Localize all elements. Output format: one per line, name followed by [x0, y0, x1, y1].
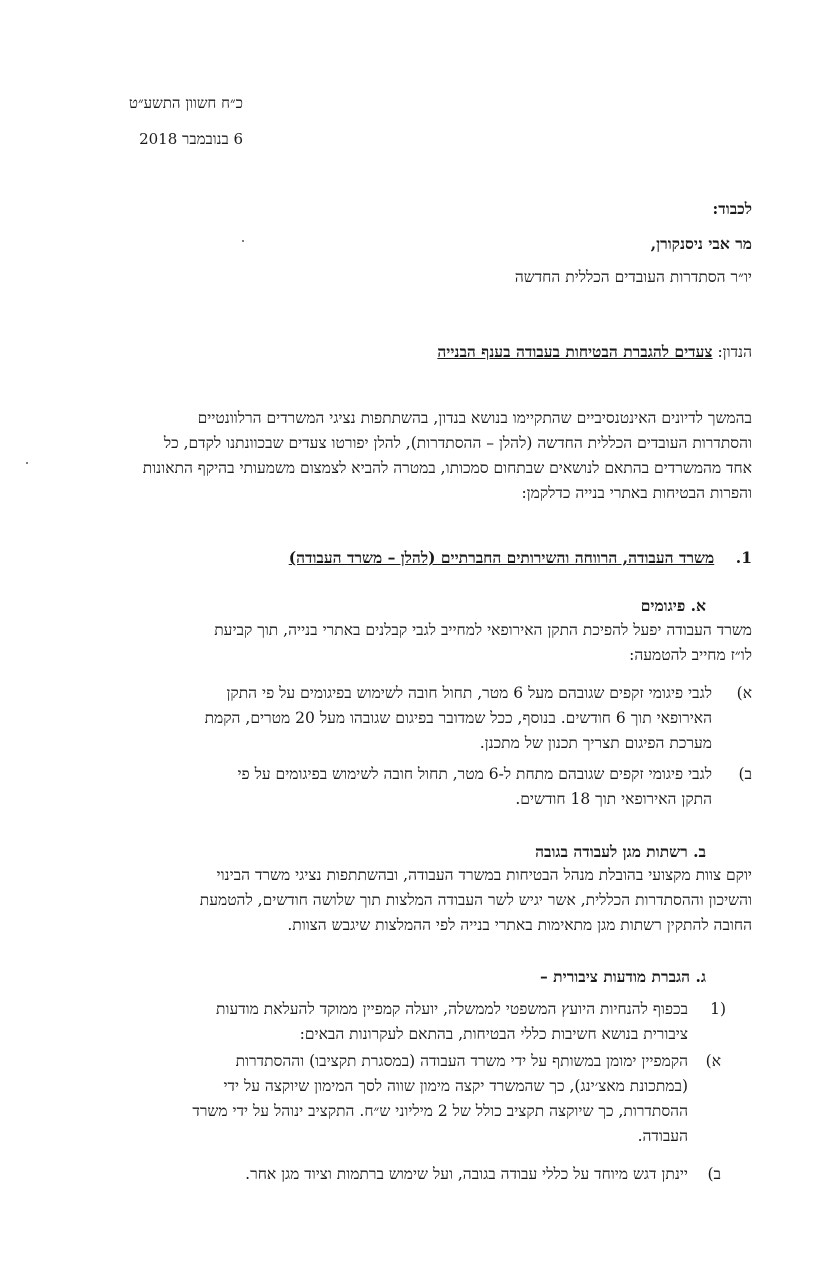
- subject-prefix: הנדון:: [717, 343, 752, 361]
- section-1-number: 1.: [735, 548, 752, 567]
- section-b-line: החובה להתקין רשתות מגן מתאימות באתרי בנייה לפי ההמלצות שיגבש הצוות.: [287, 916, 752, 934]
- recipient-title: יו״ר הסתדרות העובדים הכללית החדשה: [514, 268, 752, 286]
- item-line: ההסתדרות, כך שיוקצה תקציב כולל של 2 מיליוני ש״ח. התקציב ינוהל על ידי משרד: [192, 1102, 688, 1120]
- section-b-paragraph: [200, 863, 752, 938]
- item-line: מערכת הפיגום תצריך תכנון של מתכנן.: [479, 734, 712, 752]
- subject-line: [437, 342, 752, 362]
- section-c-subitem-b: [71, 1162, 721, 1187]
- item-line: התקן האירופאי תוך 18 חודשים.: [515, 790, 712, 808]
- intro-paragraph: [143, 406, 752, 506]
- section-a-item-2: [72, 762, 752, 812]
- item-line: לגבי פיגומי זקפים שגובהם מעל 6 מטר, תחול חובה לשימוש בפיגומים על פי התקן: [226, 684, 712, 702]
- item-marker: ב): [707, 1165, 721, 1183]
- item-marker: ב): [738, 765, 752, 783]
- section-b-title: ב. רשתות מגן לעבודה בגובה: [535, 842, 706, 861]
- item-line: לגבי פיגומי זקפים שגובהם מתחת ל-6 מטר, תחול חובה לשימוש בפיגומים על פי: [237, 765, 712, 783]
- subject-text: צעדים להגברת הבטיחות בעבודה בענף הבנייה: [437, 342, 713, 361]
- item-line: העבודה.: [637, 1127, 688, 1145]
- section-1-title: משרד העבודה, הרווחה והשירותים החברתיים (להלן – משרד העבודה): [288, 548, 715, 567]
- item-line: ציבורית בנושא חשיבות כללי הבטיחות, בהתאם לעקרונות הבאים:: [299, 1025, 688, 1043]
- item-line: (במתכונת מאצ׳ינג), כך שהמשרד יקצה מימון שווה לסך המימון שיוקצה על ידי: [223, 1077, 688, 1095]
- section-1-heading: [289, 548, 752, 568]
- section-c-title: ג. הגברת מודעות ציבורית –: [540, 967, 706, 986]
- hebrew-date: כ״ח חשוון התשע״ט: [128, 94, 243, 112]
- intro-line: והסתדרות העובדים הכללית החדשה (להלן – ההסתדרות), להלן יפורטו צעדים שבכוונתנו לקדם, כל: [163, 434, 752, 452]
- section-a-title: א. פיגומים: [640, 596, 706, 615]
- item-line: האירופאי תוך 6 חודשים. בנוסף, ככל שמדובר בפיגום שגובהו מעל 20 מטרים, הקמת: [204, 709, 712, 727]
- section-c-item-1: [71, 997, 726, 1047]
- intro-line: בהמשך לדיונים האינטנסיביים שהתקיימו בנושא בנדון, בהשתתפות נציגי המשרדים הרלוונטיים: [197, 409, 752, 427]
- item-marker: א): [736, 684, 752, 702]
- item-marker: (1: [710, 1000, 726, 1018]
- section-a-intro-line: לו״ז מחייב להטמעה:: [629, 646, 752, 664]
- intro-line: והפרות הבטיחות באתרי בנייה כדלקמן:: [521, 484, 752, 502]
- item-line: בכפוף להנחיות היועץ המשפטי לממשלה, יועלה קמפיין ממוקד להעלאת מודעות: [216, 1000, 688, 1018]
- section-a-intro: [214, 618, 752, 668]
- section-c-subitem-a: [71, 1049, 721, 1149]
- gregorian-date: 6 בנובמבר 2018: [139, 130, 243, 148]
- recipient-name: מר אבי ניסנקורן,: [650, 234, 752, 253]
- section-b-line: יוקם צוות מקצועי בהובלת מנהל הבטיחות במשרד העבודה, ובהשתתפות נציגי משרד הבינוי: [216, 866, 752, 884]
- scan-speck: [242, 240, 244, 242]
- section-b-line: והשיכון וההסתדרות הכללית, אשר יגיש לשר העבודה המלצות תוך שלושה חודשים, להטמעת: [199, 891, 752, 909]
- item-line: הקמפיין ימומן במשותף על ידי משרד העבודה (במסגרת תקציבו) וההסתדרות: [235, 1052, 688, 1070]
- item-marker: א): [705, 1052, 721, 1070]
- section-a-intro-line: משרד העבודה יפעל להפיכת התקן האירופאי למחייב לגבי קבלנים באתרי בנייה, תוך קביעת: [214, 621, 752, 639]
- item-line: יינתן דגש מיוחד על כללי עבודה בגובה, ועל שימוש ברתמות וציוד מגן אחר.: [245, 1165, 688, 1183]
- scan-speck: [26, 462, 28, 464]
- section-a-item-1: [72, 681, 752, 756]
- recipient-to: לכבוד:: [712, 199, 752, 218]
- intro-line: אחד מהמשרדים בהתאם לנושאים שבתחום סמכותו, במטרה להביא לצמצום משמעותי בהיקף התאונות: [142, 459, 752, 477]
